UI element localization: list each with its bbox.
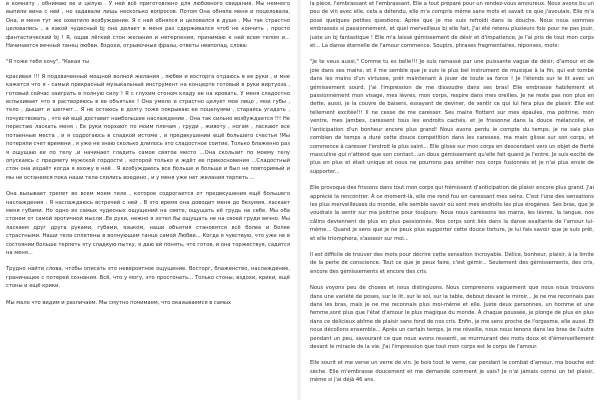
paragraph: Nous voyons peu de choses et nous distinguons. Nous comprenons vaguement que nous nous trouvons dans une variété de poses, sur le lit, sur le sol, sur la table, debout devant le miroir... Je ne me reconnais pas dans les bras, mais je ne me reconnais plus moi-même et elle. Juste deux personnes, un homme et une femme,sont plus que l'état d'amour le plus magique du monde. À chaque poussée, je plonge de plus en plus dans ce délicieux abîme de plaisir sans fond de nos cris. Enfin, je me sens proche de l'orgasme, elle aussi. Et nous décollons ensemble... Après un certain temps, je me réveille, nous nous tenons dans les bras de l'autre pendant un peu, savourant ce que nous avons ressenti, se murmurant des mots doux et d'émerveillement devant le miracle de la vie. J'ai l'impression que tout mon corps est le corps de l'amour.	[310, 285, 594, 351]
paragraph: Elle provoque des frissons dans tout mon corps qui frémissent d'anticipation de plaisir encore plus grand. J'ai apprécié la rencontrer. À ce moment-là, elle me rend fou en caressant mes seins. C'est l'une des sensations les plus merveilleuses du monde, elle semble savoir où sont mes endroits les plus érogènes. Ses bras, que je voudrais la sentir sur ma poitrine pour toujours. Nous nous caressons les mains, les lèvres, la langue, nos câlins deviennent de plus en plus passionnés. Nos corps sont liés dans la danse exaltante de l'amour lui-même... Quand je sens que je ne peux plus supporter cette douce torture, je lui fais savoir que je suis prêt, et elle triomphera, s'asseoir sur moi...	[310, 185, 594, 242]
paragraph: красивая !!! Я подхваченный мощной волной желания , любви и восторга отдаюсь в ее руки , и мне кажется что я - самый прекрасный музыкальный инструмент на концерте готовый в руки виртуоза , готовый сейчас заиграть в полную силу ! Я с глухим стоном кладу ее на кровать. У меня сладостно вспыхивает что я растворяюсь в ее объятьях ! Она умело и страстно целует мое лицо , мои губы , тело , дышит и шепчет... Я не остаюсь в долгу тоже покрываю ее поцелуями , стараясь угадать , почувствовать , что ей ещё доставит наибольшее наслаждение . Она так сильно возбуждается !!! Не перестаю ласкать меня : Ее руки порхают по моим плечам , груди , животу , ногам , ласкают все потаенные места , и я содрогаюсь в сладкой истоме , и предвкушении ещё большего счастья !Мы потеряли счет времени , я уже не знаю сколько длилось это сладостное соитие. Только блаженно раз я ощущаю ее по телу ,и начинает гладить самое святое место ...Она скользит по моему телу опускаясь с предмету мужской гордости , которой только и ждёт ее прикосновения ...Сладостный стон она издаёт когда я вхожу в неё . Я возбуждаюсь все больше и больше и был не повторимый и мы не останемся пока наши тела слились воедино , и у меня уже нет желания терпеть ...	[6, 73, 290, 181]
paragraph: Она вызывает трепет во всем моем теле , которое содрогается от предвкушения ещё большего наслаждения . Я наслаждаюсь встречей с ней . В это время она доводит меня до безумия, ласкает меня губами. Но одно из самых чудесных ощущений на свете, ощущать её грудь на себе. Мы оба стонем от самой эротичной мысли .Ее руки, нежно я хотел бы ощущать не на своей груди вечно. Мы ласкаем друг друга руками, губами, языком, наши объятия становятся всё более и более страстными. Наши тела сплетены в волнующем танце самой Любви... Когда я чувствую, что уже не в состоянии больше терпеть эту сладкую пытку, я даю ей понять, что готов, и она торжествуя, садится на меня...	[6, 191, 290, 256]
paragraph: Elle sourit et me verse un verre de vin. Je bois tout le verre, car pendant le combat d'amour, ma bouche est sèche. Elle m'embrasse doucement et me demande comment je vais? Je n'ai jamais connu un tel plaisir, même si j'ai déjà 46 ans.	[310, 360, 594, 384]
paragraph: la pièce, l'embrassant et l'embrassant. Elle a tout préparé pour un rendez-vous amoureux. Nous avons bu un peu de vin avec elle, cela a détendu, elle m'a compris même sans mots et savait ce que j'avoulais. Elle m'a posé quelques petites questions. Après que je me suis refroidi dans la douche. Nous nous sommes embrassés si passionnément, et quel merveilleux bj elle fait, J'ai été retenu plusieurs fois pour ne pas jouir, juste un bj fantastique ! Elle m'a laissé gémissement de désir et d'impatience, je l'ai pris de tout mon corps et... La danse éternelle de l'amour commence. Soupirs, phrases fragmentaires, réponses, mots:	[310, 1, 594, 50]
paragraph: "Je te veux aussi," Comme tu es belle!!! Je suis ramassé par une puissante vague de désir, d'amour et de joie dans ses mains, et il me semble que je suis le plus bel instrument de musique à la fin, qui est tombé dans les mains d'un virtuose, prêt maintenant à jouer de toute sa force ! Je l'étends sur le lit avec un gémissement sourd. J'ai l'impression de me dissoudre dans ses bras! Elle embrasse habilement et passionnément mon visage, mes lèvres, mon corps, respire dans mes oreilles. Je ne reste pas non plus en dette, aussi, je la couvre de baisers, essayant de deviner, de sentir ce qui lui fera plus de plaisir. Elle est tellement excitée!!! Il ne cesse de me caresser. Ses mains flottent sur mes épaules, ma poitrine, mon ventre, mes jambes, caressent tous les endroits cachés, et je frissonne dans la douce mélancolie, et l'anticipation d'un bonheur encore plus grand! Nous avons perdu le compte du temps, je ne sais plus combien de temps a duré cette douce compétition dans les caresses, ma main glisse sur son corps, et commence à caresser l'endroit le plus saint... Elle glisse sur mon corps en descendant vers un objet de fierté masculine qui n'attend que son contact...un doux gémissement qu'elle fait quand je l'entre. Je suis excité de plus en plus et était unique et nous ne pourrons pas arrêter nos corps fusionnés et je n'ai plus envie de supporter...	[310, 59, 594, 175]
paragraph: Мы мало что видим и различаем. Мы смутно понимаем, что оказываемся в самых	[6, 299, 232, 306]
paragraph: "Я тоже тебя хочу", "Какая ты	[6, 59, 90, 66]
page-gutter	[296, 0, 302, 400]
right-page-french	[306, 0, 600, 400]
left-page-russian	[0, 0, 294, 400]
paragraph: Il est difficile de trouver des mots pour décrire cette sensation incroyable. Délice, bonheur, plaisir, à la limite de la perte de conscience. Tout ce que je peux faire, c'est gémir... Seulement des gémissements, des cris, encore des gémissements et encore des cris.	[310, 251, 594, 275]
paragraph: в комнату , обнимаю ее и целую . У ней всё приготовлено для любовного свидания. Мы немного выпили вина с ней , но задавали лишь несколько вопросов. Потом Она обняла меня и поцеловала, Она, и меня тут же охватило возбуждение. Я с ней обнялся и целовался в душе . Мы так страстно целовались , а какой чудесный bj она делает в меня раз сдерживался чтоб не кончить , просто фантастический bj ! Я, ощав лёгкий стон желания и нетерпения, принимаю к ней всем телом и... Начинается вечный танец любви. Вздохи, отрывочные фразы, ответы невпопад, слова:	[6, 1, 290, 50]
paragraph: Трудно найти слова, чтобы описать это невероятное ощущение. Восторг, блаженство, наслаждение, граничащее с потерей сознания. Всё, что у могу, это простонать... Только стоны, вздохи, крики, ещё стоны и ещё крики.	[6, 266, 290, 290]
